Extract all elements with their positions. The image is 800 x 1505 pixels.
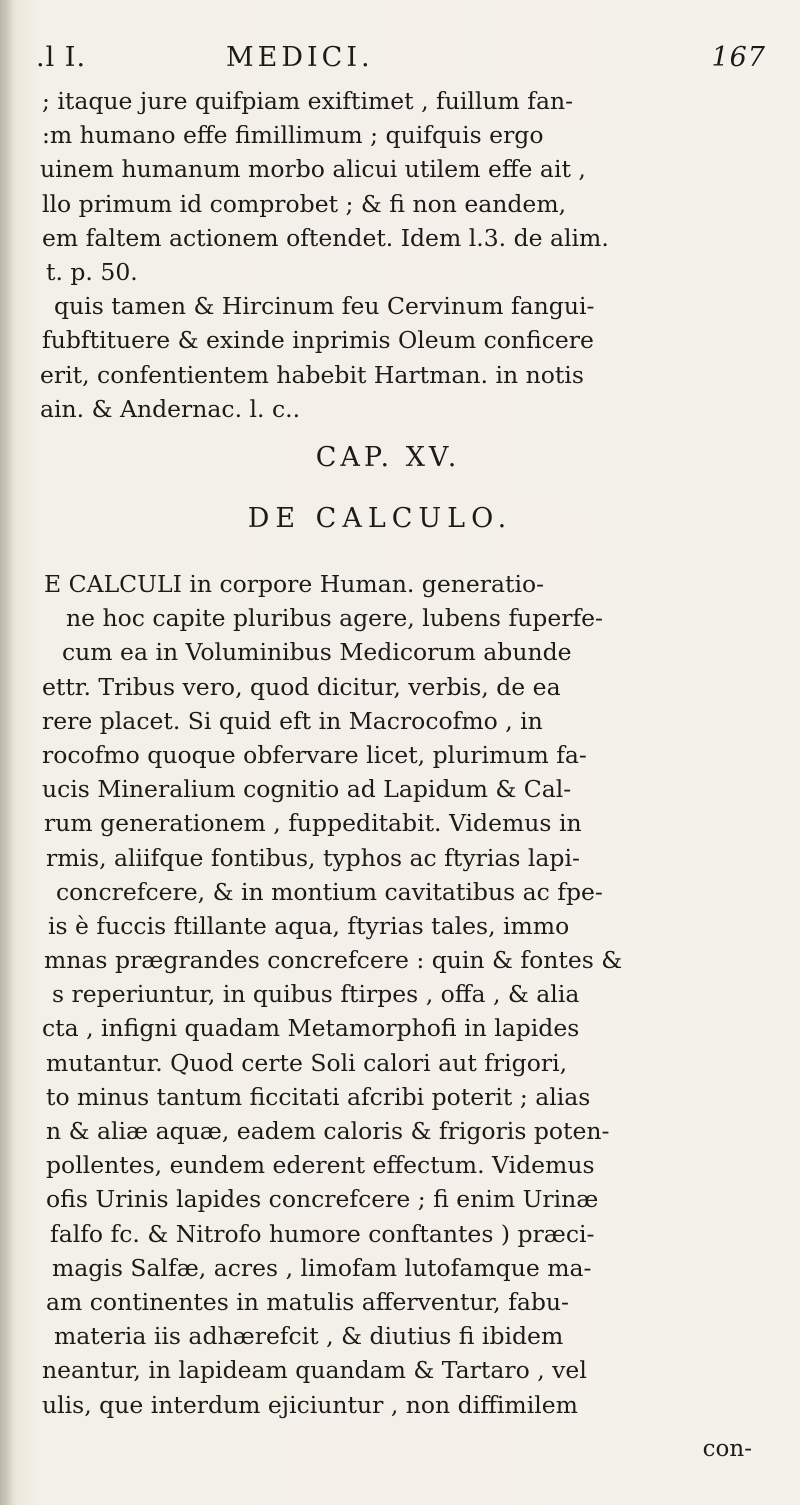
text-line: quis tamen & Hircinum feu Cervinum fangui-: [54, 292, 595, 321]
text-line: rum generationem , fuppeditabit. Videmus in: [44, 809, 582, 838]
text-line: rere placet. Si quid eft in Macrocofmo , in: [42, 706, 543, 735]
chapter-number: CAP. XV.: [315, 442, 461, 473]
text-line: neantur, in lapideam quandam & Tartaro , vel: [42, 1356, 587, 1385]
text-line: fubftituere & exinde inprimis Oleum conficere: [42, 326, 594, 355]
running-head-left: .l I.: [36, 42, 87, 73]
text-line: materia iis adhærefcit , & diutius fi ibidem: [54, 1322, 564, 1351]
chapter-title: DE CALCULO.: [247, 503, 513, 534]
text-line: cta , infigni quadam Metamorphofi in lapides: [42, 1014, 580, 1043]
text-line: magis Salfæ, acres , limofam lutofamque ma-: [52, 1253, 592, 1282]
text-line: falfo fc. & Nitrofo humore conftantes ) præci-: [50, 1219, 595, 1248]
text-line: am continentes in matulis afferventur, fabu-: [46, 1287, 569, 1316]
text-line: rocofmo quoque obfervare licet, plurimum fa-: [42, 740, 587, 769]
text-line: mutantur. Quod certe Soli calori aut frigori,: [46, 1048, 568, 1077]
text-line: ettr. Tribus vero, quod dicitur, verbis, de ea: [42, 672, 561, 701]
catchword: con-: [702, 1436, 752, 1462]
text-line: ; itaque jure quifpiam exiftimet , fuillum fan-: [42, 87, 574, 115]
text-line: mnas prægrandes concrefcere : quin & fontes &: [44, 946, 623, 975]
running-head: [36, 42, 766, 82]
running-head-title: MEDICI.: [226, 42, 374, 73]
text-line: rmis, aliifque fontibus, typhos ac ftyrias lapi-: [46, 843, 580, 872]
text-line: ofis Urinis lapides concrefcere ; fi enim Urinæ: [46, 1185, 599, 1214]
text-block-2: [30, 567, 780, 1422]
text-line: ulis, que interdum ejiciuntur , non diffimilem: [42, 1390, 578, 1419]
text-line: erit, confentientem habebit Hartman. in notis: [40, 360, 584, 389]
text-line: ain. & Andernac. l. c..: [40, 394, 301, 423]
text-line: concrefcere, & in montium cavitatibus ac fpe-: [56, 877, 603, 906]
text-block-1: [30, 84, 780, 426]
text-line: pollentes, eundem ederent effectum. Videmus: [46, 1151, 595, 1180]
text-line: n & aliæ aquæ, eadem caloris & frigoris poten-: [46, 1117, 610, 1145]
text-line: t. p. 50.: [46, 257, 138, 286]
text-line: llo primum id comprobet ; & fi non eandem,: [42, 189, 567, 218]
text-line: E CALCULI in corpore Human. generatio-: [44, 570, 545, 598]
text-line: ucis Mineralium cognitio ad Lapidum & Cal-: [42, 775, 572, 804]
text-line: em faltem actionem oftendet. Idem l.3. de alim.: [42, 223, 609, 252]
text-line: cum ea in Voluminibus Medicorum abunde: [62, 638, 572, 667]
gutter-shadow: [0, 0, 14, 1505]
text-line: s reperiuntur, in quibus ftirpes , offa , & alia: [52, 980, 580, 1009]
page-number: 167: [711, 42, 766, 73]
text-line: ne hoc capite pluribus agere, lubens fuperfe-: [66, 604, 604, 633]
text-line: to minus tantum ficcitati afcribi poterit ; alias: [46, 1082, 591, 1111]
text-line: :m humano effe fimillimum ; quifquis ergo: [42, 121, 544, 150]
text-line: is è fuccis ftillante aqua, ftyrias tales, immo: [48, 911, 570, 940]
text-line: uinem humanum morbo alicui utilem effe ait ,: [40, 155, 586, 184]
